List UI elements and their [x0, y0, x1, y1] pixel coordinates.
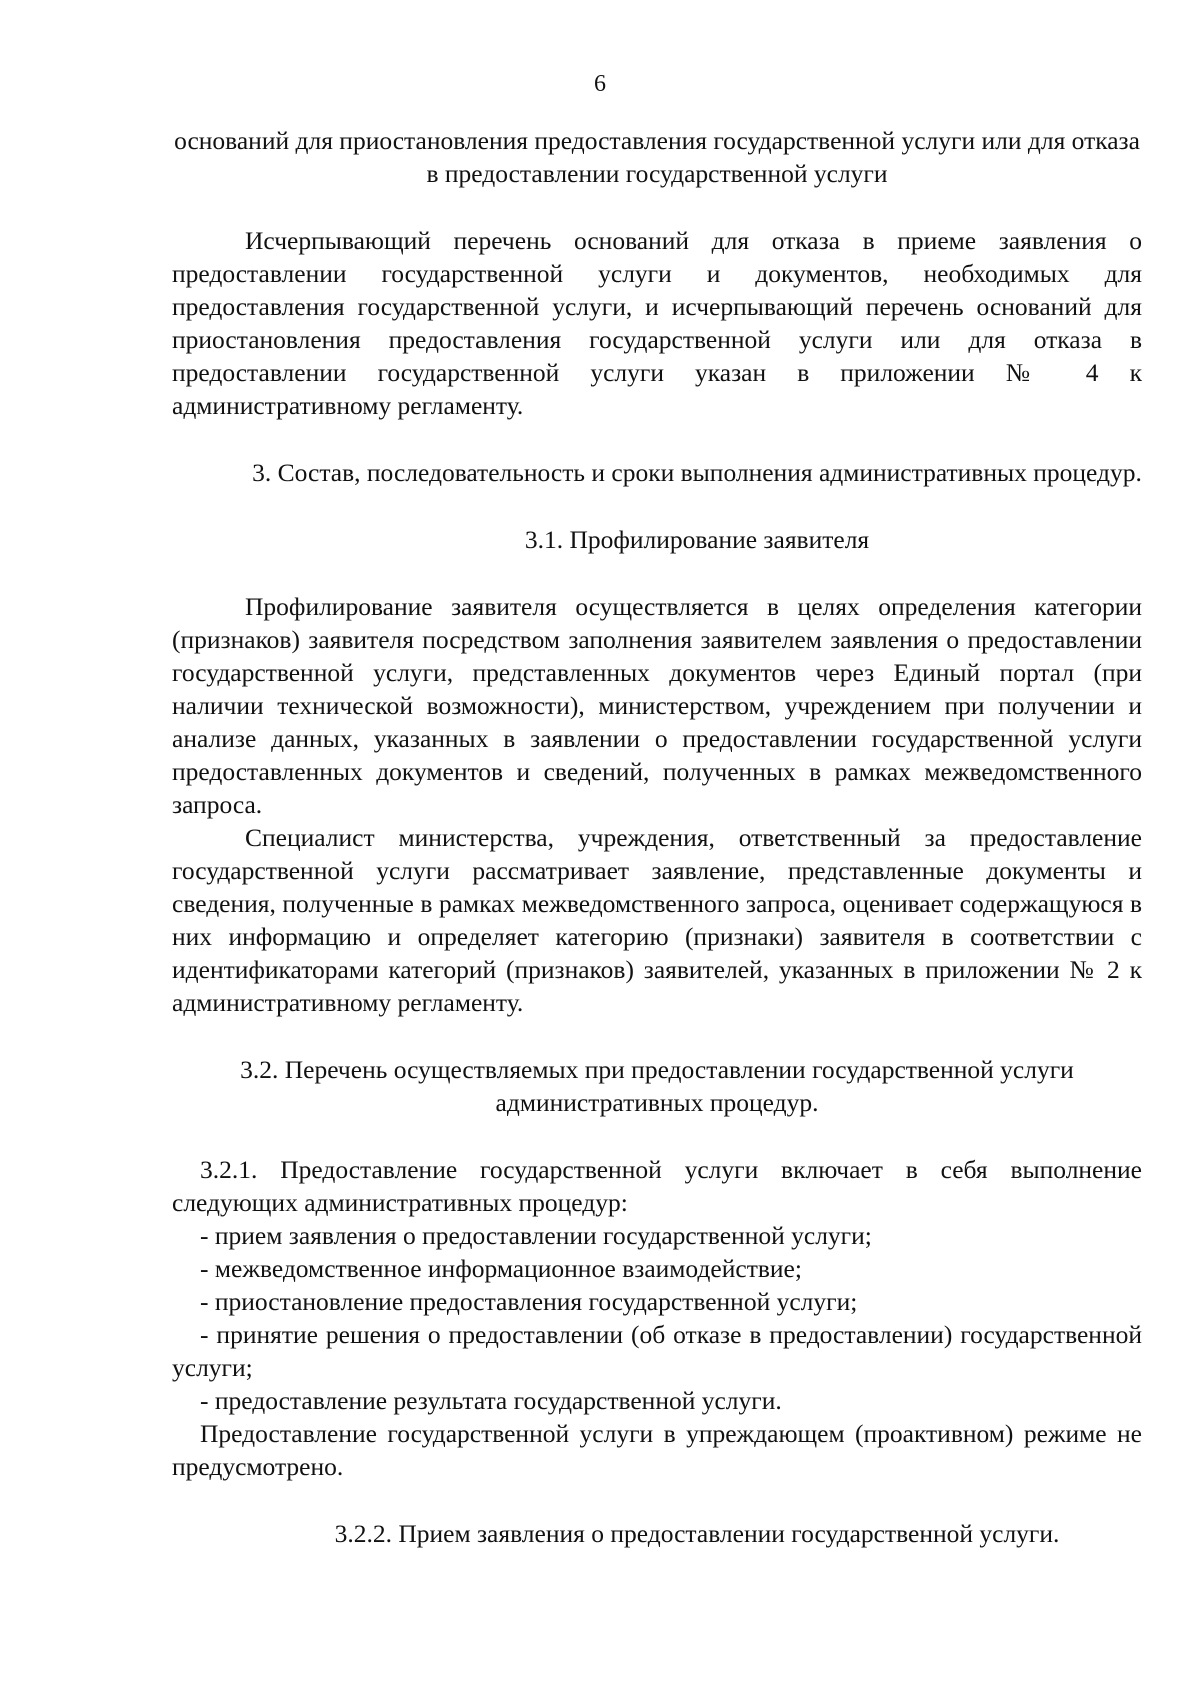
spacer — [172, 556, 1142, 590]
spacer — [172, 1019, 1142, 1053]
spacer — [172, 190, 1142, 224]
section-3-2-heading: 3.2. Перечень осуществляемых при предоставлении государственной услуги административных процедур. — [240, 1055, 1074, 1117]
spacer — [172, 1119, 1142, 1153]
list-item: - прием заявления о предоставлении государственной услуги; — [200, 1221, 872, 1250]
list-item: - приостановление предоставления государственной услуги; — [200, 1287, 858, 1316]
list-item: - предоставление результата государственной услуги. — [200, 1386, 782, 1415]
spacer — [172, 1483, 1142, 1517]
spacer — [172, 422, 1142, 456]
list-item: - принятие решения о предоставлении (об отказе в предоставлении) государственной услуги; — [172, 1320, 1142, 1382]
page-number: 6 — [594, 71, 606, 97]
paragraph-grounds: Исчерпывающий перечень оснований для отказа в приеме заявления о предоставлении государственной услуги и документов, необходимых для предоставления государственной услуги, и исчерпывающий перечень оснований для приостановления предоставления государственной услуги или для отказа в предоставлении государственной услуги указан в приложении № 4 к административному регламенту. — [172, 226, 1142, 420]
paragraph-proactive: Предоставление государственной услуги в упреждающем (проактивном) режиме не предусмотрено. — [172, 1419, 1142, 1481]
continued-heading: оснований для приостановления предоставления государственной услуги или для отказа в предоставлении государственной услуги — [174, 126, 1140, 188]
section-3-1-heading: 3.1. Профилирование заявителя — [524, 525, 870, 554]
spacer — [172, 489, 1142, 523]
paragraph-3-2-1: 3.2.1. Предоставление государственной услуги включает в себя выполнение следующих административных процедур: — [172, 1155, 1142, 1217]
paragraph-profiling-2: Специалист министерства, учреждения, ответственный за предоставление государственной услуги рассматривает заявление, представленные документы и сведения, полученные в рамках межведомственного запроса, оценивает содержащуюся в них информацию и определяет категорию (признаки) заявителя в соответствии с идентификаторами категорий (признаков) заявителей, указанных в приложении № 2 к административному регламенту. — [172, 823, 1142, 1017]
list-item: - межведомственное информационное взаимодействие; — [200, 1254, 802, 1283]
document-body — [172, 124, 1142, 1550]
section-3-2-2-heading: 3.2.2. Прием заявления о предоставлении государственной услуги. — [334, 1519, 1060, 1548]
paragraph-profiling-1: Профилирование заявителя осуществляется в целях определения категории (признаков) заявителя посредством заполнения заявителем заявления о предоставлении государственной услуги, представленных документов через Единый портал (при наличии технической возможности), министерством, учреждением при получении и анализе данных, указанных в заявлении о предоставлении государственной услуги предоставленных документов и сведений, полученных в рамках межведомственного запроса. — [172, 592, 1142, 819]
section-3-heading: 3. Состав, последовательность и сроки выполнения административных процедур. — [252, 458, 1142, 487]
